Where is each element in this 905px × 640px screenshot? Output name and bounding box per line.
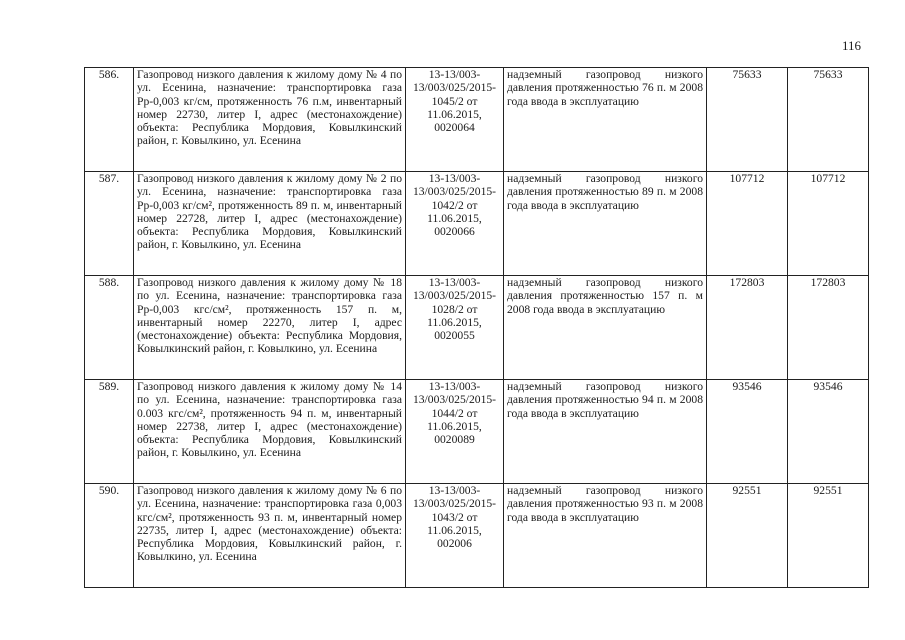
row-number: 586. (85, 68, 134, 172)
value-cell-1: 75633 (707, 68, 788, 172)
object-description: Газопровод низкого давления к жилому дому № 4 по ул. Есенина, назначение: транспортировка газа Рр-0,003 кг/см, протяженность 76 п.м, инвентарный номер 22730, литер I, адрес (местонахождение) объекта: Республика Мордовия, Ковылкинский район, г. Ковылкино, ул. Есенина (134, 68, 406, 172)
registration-record (406, 172, 504, 276)
table-row (85, 276, 869, 380)
registration-record (406, 276, 504, 380)
object-characteristics: надземный газопровод низкого давления протяженностью 93 п. м 2008 года ввода в эксплуатацию (504, 484, 707, 588)
object-description: Газопровод низкого давления к жилому дому № 2 по ул. Есенина, назначение: транспортировка газа Рр-0,003 кг/см², протяженность 89 п. м, инвентарный номер 22728, литер I, адрес (местонахождение) объекта: Республика Мордовия, Ковылкинский район, г. Ковылкино, ул. Есенина (134, 172, 406, 276)
table-row (85, 68, 869, 172)
table-row (85, 380, 869, 484)
registration-line: 13/003/025/2015- (412, 393, 497, 407)
registration-line: 13-13/003- (428, 172, 481, 185)
object-characteristics: надземный газопровод низкого давления протяженностью 157 п. м 2008 года ввода в эксплуатацию (504, 276, 707, 380)
value-cell-1: 92551 (707, 484, 788, 588)
object-description: Газопровод низкого давления к жилому дому № 18 по ул. Есенина, назначение: транспортировка газа Рр-0,003 кгс/см², протяженность 157 п. м, инвентарный номер 22270, литер I, адрес (местонахождение) объекта: Республика Мордовия, Ковылкинский район, г. Ковылкино, ул. Есенина (134, 276, 406, 380)
registration-line: 13-13/003- (428, 276, 481, 289)
object-description: Газопровод низкого давления к жилому дому № 14 по ул. Есенина, назначение: транспортировка газа 0.003 кгс/см², протяженность 94 п. м, инвентарный номер 22738, литер I, адрес (местонахождение) объекта: Республика Мордовия, Ковылкинский район, г. Ковылкино, ул. Есенина (134, 380, 406, 484)
table-row (85, 484, 869, 588)
row-number: 590. (85, 484, 134, 588)
registration-record (406, 380, 504, 484)
registration-line: 1028/2 от (431, 302, 478, 316)
value-cell-2: 75633 (788, 68, 869, 172)
row-number: 588. (85, 276, 134, 380)
registration-line: 11.06.2015, (427, 419, 482, 433)
object-description: Газопровод низкого давления к жилому дому № 6 по ул. Есенина, назначение: транспортировка газа 0,003 кгс/см², протяженность 93 п. м, инвентарный номер 22735, литер I, адрес (местонахождение) объекта: Республика Мордовия, Ковылкинский район, г. Ковылкино, ул. Есенина (134, 484, 406, 588)
value-cell-2: 92551 (788, 484, 869, 588)
registration-line: 002006 (437, 537, 472, 551)
property-registry-table (84, 67, 869, 588)
table-row (85, 172, 869, 276)
value-cell-2: 172803 (788, 276, 869, 380)
registration-line: 11.06.2015, (427, 107, 482, 121)
registration-record (406, 68, 504, 172)
registration-line: 11.06.2015, (427, 315, 482, 329)
registration-line: 0020066 (434, 225, 475, 239)
registration-line: 1044/2 от (431, 406, 478, 420)
registration-line: 1045/2 от (431, 94, 478, 108)
registration-line: 13/003/025/2015- (412, 81, 497, 95)
registration-line: 13-13/003- (428, 484, 481, 497)
registration-line: 11.06.2015, (427, 523, 482, 537)
value-cell-2: 93546 (788, 380, 869, 484)
value-cell-2: 107712 (788, 172, 869, 276)
registration-line: 13-13/003- (428, 380, 481, 393)
row-number: 589. (85, 380, 134, 484)
registration-line: 0020055 (434, 329, 475, 343)
object-characteristics: надземный газопровод низкого давления протяженностью 76 п. м 2008 года ввода в эксплуатацию (504, 68, 707, 172)
registration-line: 13-13/003- (428, 68, 481, 81)
registration-line: 0020089 (434, 433, 475, 447)
registration-line: 13/003/025/2015- (412, 497, 497, 511)
registration-line: 13/003/025/2015- (412, 289, 497, 303)
object-characteristics: надземный газопровод низкого давления протяженностью 94 п. м 2008 года ввода в эксплуатацию (504, 380, 707, 484)
value-cell-1: 93546 (707, 380, 788, 484)
registration-line: 11.06.2015, (427, 211, 482, 225)
registration-line: 13/003/025/2015- (412, 185, 497, 199)
page-number: 116 (842, 38, 862, 53)
registration-record (406, 484, 504, 588)
value-cell-1: 107712 (707, 172, 788, 276)
value-cell-1: 172803 (707, 276, 788, 380)
registration-line: 1042/2 от (431, 198, 478, 212)
registration-line: 1043/2 от (431, 510, 478, 524)
registration-line: 0020064 (434, 121, 475, 135)
object-characteristics: надземный газопровод низкого давления протяженностью 89 п. м 2008 года ввода в эксплуатацию (504, 172, 707, 276)
row-number: 587. (85, 172, 134, 276)
